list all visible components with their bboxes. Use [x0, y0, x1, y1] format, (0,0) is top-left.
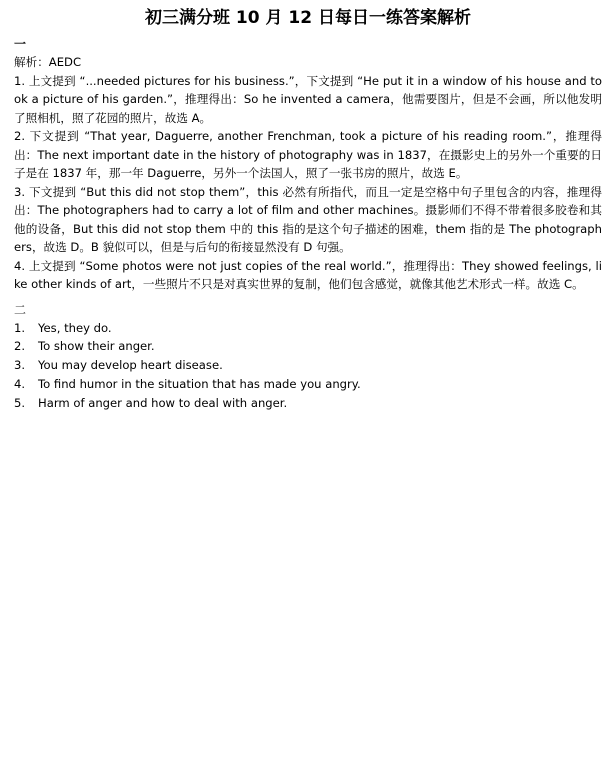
answer-key-line: 解析：AEDC	[14, 55, 82, 69]
section-two-heading: 二	[14, 302, 27, 317]
list-item-number: 2.	[14, 339, 26, 354]
list-item-text: You may develop heart disease.	[38, 358, 223, 373]
list-item	[14, 356, 602, 375]
explanation-paragraph-4: 4. 上文提到 “Some photos were not just copies of the real world.”，推理得出：They showed feelings, like other kinds of art，一些照片不只是对真实世界的复制，他们包含感觉，就像其他艺术形式一样。故选 C。	[14, 258, 602, 291]
list-item-text: To find humor in the situation that has made you angry.	[38, 376, 361, 391]
list-item-text: To show their anger.	[38, 339, 155, 354]
list-item-number: 3.	[14, 358, 26, 373]
explanation-paragraph-2: 2. 下文提到 “That year, Daguerre, another Frenchman, took a picture of his reading room.”，推理得出：The next important date in the history of photography was in 1837，在摄影史上的另外一个重要的日子是在 1837 年，那一年 Daguerre，另外一个法国人，照了一张书房的照片，故选 E。	[14, 129, 602, 180]
explanation-paragraph-1: 1. 上文提到 “...needed pictures for his business.”，下文提到 “He put it in a window of his house and took a picture of his garden.”，推理得出：So he invented a camera，他需要图片，但是不会画，所以他发明了照相机，照了花园的照片，故选 A。	[14, 73, 602, 125]
list-item	[14, 319, 602, 338]
list-item-number: 1.	[14, 320, 26, 335]
list-item-text: Yes, they do.	[38, 320, 112, 335]
explanation-paragraph-3: 3. 下文提到 “But this did not stop them”，this 必然有所指代，而且一定是空格中句子里包含的内容，推理得出：The photographers had to carry a lot of film and other machines。摄影师们不得不带着很多胶卷和其他的设备，But this did not stop them 中的 this 指的是这个句子描述的困难，them 指的是 The photographers，故选 D。B 貌似可以，但是与后句的衔接显然没有 D 句强。	[14, 184, 602, 254]
list-item	[14, 375, 602, 394]
document-page	[14, 6, 602, 412]
list-item	[14, 337, 602, 356]
list-item-number: 4.	[14, 376, 26, 391]
answer-list	[14, 319, 602, 413]
section-one-heading: 一	[14, 37, 27, 51]
list-item-text: Harm of anger and how to deal with anger.	[38, 395, 288, 410]
page-title: 初三满分班 10 月 12 日每日一练答案解析	[145, 8, 471, 28]
list-item-number: 5.	[14, 395, 26, 410]
list-item	[14, 394, 602, 413]
